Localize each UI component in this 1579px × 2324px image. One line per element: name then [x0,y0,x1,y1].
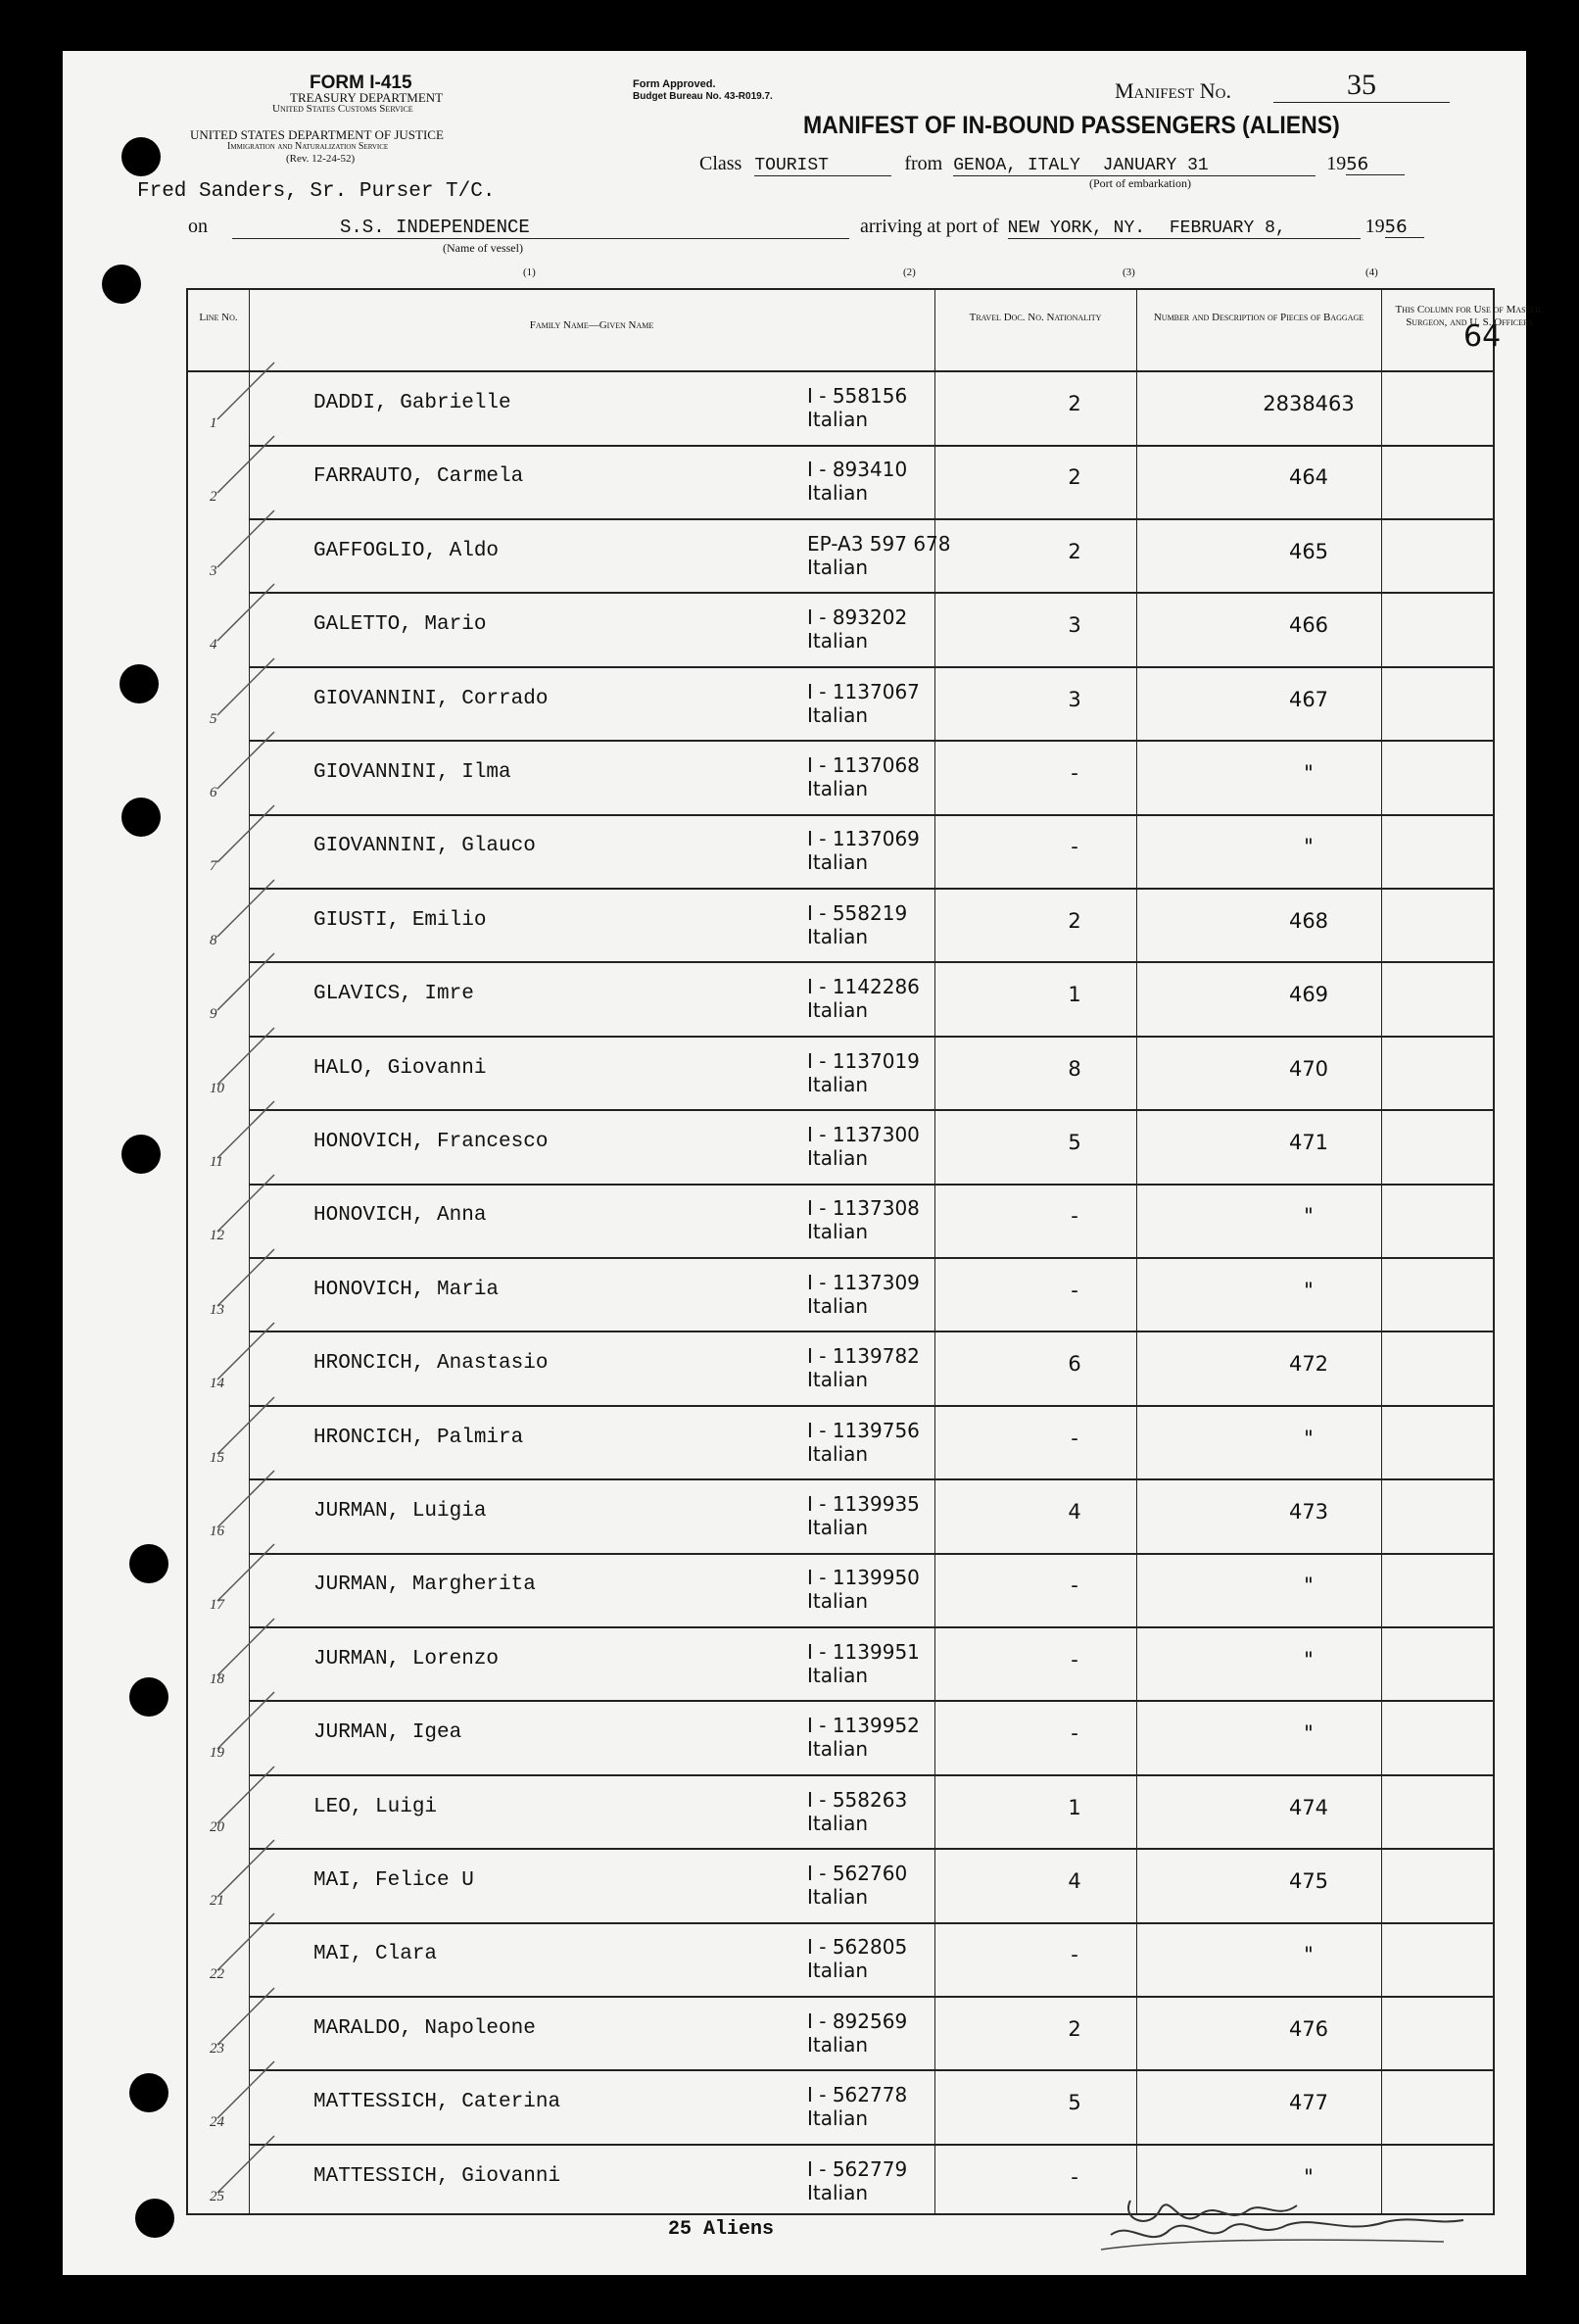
nationality: Italian [807,1441,869,1466]
punch-hole [102,265,141,304]
travel-doc: I - 1137300 Italian [807,1123,920,1170]
line-number: 6 [210,785,217,800]
passenger-name: JURMAN, Luigia [313,1500,487,1523]
travel-doc: I - 562778 Italian [807,2083,908,2131]
passenger-name: HONOVICH, Anna [313,1204,487,1228]
line-number: 17 [210,1597,224,1614]
passenger-name: HRONCICH, Anastasio [313,1352,549,1376]
table-row [188,963,1493,1038]
passenger-name: GIOVANNINI, Glauco [313,835,536,858]
officer-number: " [1304,1204,1314,1229]
passenger-name: HALO, Giovanni [313,1056,487,1080]
table-row [188,1923,1493,1998]
revision-date: (Rev. 12-24-52) [286,153,356,165]
punch-hole [121,798,161,837]
nationality: Italian [807,702,869,727]
baggage-count: 4 [1068,1869,1081,1893]
table-row [188,520,1493,595]
vessel-line: on S.S. INDEPENDENCE arriving at port of NEW YORK, NY. FEBRUARY 8, 1956 [188,216,1424,239]
budget-bureau: Budget Bureau No. 43-R019.7. [633,91,773,102]
check-mark-icon [214,872,282,941]
port-caption: (Port of embarkation) [1089,176,1191,190]
baggage-count: 6 [1068,1352,1081,1377]
travel-doc: I - 1139950 Italian [807,1566,920,1614]
officer-number: 477 [1288,2091,1329,2115]
nationality: Italian [807,2032,869,2057]
officer-number: " [1304,1278,1314,1302]
purser-name: Fred Sanders, Sr. Purser T/C. [137,180,496,203]
travel-doc: I - 1139756 Italian [807,1418,920,1466]
nationality: Italian [807,1589,869,1614]
nationality: Italian [807,629,869,654]
form-approved: Form Approved. [633,78,716,90]
line-number: 23 [210,2040,224,2057]
baggage-count: 2 [1068,908,1081,933]
check-mark-icon [214,945,282,1014]
check-mark-icon [214,1611,282,1679]
officer-number: 470 [1288,1056,1329,1081]
nationality: Italian [807,998,869,1023]
vessel-name: S.S. INDEPENDENCE [232,217,849,239]
officer-number: 473 [1288,1500,1329,1524]
col-line-no-header: Line No. [199,312,238,323]
baggage-count: 2 [1068,539,1081,563]
table-row [188,1554,1493,1628]
check-mark-icon [214,724,282,793]
punch-hole [129,2073,168,2112]
col1-number: (1) [523,266,536,278]
officer-number: 471 [1288,1131,1329,1154]
baggage-count: 2 [1068,392,1081,415]
travel-doc: I - 558219 Italian [807,900,908,948]
table-row [188,1111,1493,1186]
travel-doc: I - 1139951 Italian [807,1639,920,1687]
passenger-name: GLAVICS, Imre [313,983,474,1006]
punch-hole [120,664,159,703]
line-number: 15 [210,1449,224,1466]
line-number: 7 [210,858,217,875]
col3-number: (3) [1123,266,1135,278]
table-row [188,1776,1493,1851]
table-row [188,1259,1493,1333]
baggage-count: 8 [1068,1056,1081,1081]
nationality: Italian [807,1959,869,1983]
ins-service: Immigration and Naturalization Service [227,141,389,152]
check-mark-icon [214,1167,282,1235]
page-number: 64 [1463,319,1502,354]
table-row [188,742,1493,816]
nationality: Italian [807,1663,869,1687]
passenger-name: GIUSTI, Emilio [313,908,487,932]
line-number: 2 [210,489,217,506]
punch-hole [121,137,161,176]
nationality: Italian [807,1368,869,1392]
check-mark-icon [214,1020,282,1089]
table-row [188,1628,1493,1703]
check-mark-icon [214,1759,282,1827]
travel-doc: I - 1139952 Italian [807,1714,920,1762]
baggage-count: 2 [1068,2016,1081,2041]
passenger-name: JURMAN, Lorenzo [313,1647,500,1670]
passenger-name: HONOVICH, Francesco [313,1131,549,1153]
col2-number: (2) [903,266,916,278]
officer-number: 465 [1288,539,1329,563]
officer-number: " [1304,1721,1314,1746]
table-row [188,1850,1493,1924]
check-mark-icon [214,1536,282,1605]
travel-doc: I - 893202 Italian [807,605,908,654]
nationality: Italian [807,1220,869,1244]
travel-doc: I - 1139782 Italian [807,1344,920,1392]
col4-number: (4) [1365,266,1378,278]
travel-doc: I - 1142286 Italian [807,975,920,1023]
nationality: Italian [807,2106,869,2131]
baggage-count: - [1071,1647,1078,1671]
class-line: Class TOURIST from GENOA, ITALY JANUARY 31 1956 [699,153,1405,176]
passenger-name: GALETTO, Mario [313,613,487,637]
embarkation-port: GENOA, ITALY JANUARY 31 [953,156,1316,176]
nationality: Italian [807,2180,869,2204]
passenger-name: JURMAN, Margherita [313,1574,536,1597]
baggage-count: 2 [1068,465,1081,490]
nationality: Italian [807,481,869,506]
check-mark-icon [214,2128,282,2197]
manifest-page [63,51,1544,2275]
baggage-count: - [1071,1721,1078,1746]
nationality: Italian [807,408,869,431]
nationality: Italian [807,1293,869,1318]
line-number: 8 [210,932,217,948]
manifest-title: MANIFEST OF IN-BOUND PASSENGERS (ALIENS) [803,112,1340,139]
travel-doc: I - 1137019 Italian [807,1048,920,1096]
table-row [188,1480,1493,1555]
line-number: 14 [210,1376,224,1392]
class-value: TOURIST [754,156,891,176]
passenger-name: HRONCICH, Palmira [313,1426,524,1449]
vessel-caption: (Name of vessel) [443,241,523,255]
nationality: Italian [807,555,869,579]
table-row [188,594,1493,668]
form-number: FORM I-415 [310,73,412,93]
check-mark-icon [214,1832,282,1901]
justice-dept: UNITED STATES DEPARTMENT OF JUSTICE [190,127,444,142]
passenger-name: MATTESSICH, Caterina [313,2091,561,2114]
line-number: 4 [210,637,217,654]
check-mark-icon [214,651,282,719]
baggage-count: 1 [1068,1795,1081,1819]
col-baggage-header: Number and Description of Pieces of Baggage [1153,312,1364,323]
nationality: Italian [807,1737,869,1762]
table-row [188,890,1493,964]
baggage-count: - [1071,1278,1078,1302]
travel-doc: I - 562805 Italian [807,1935,908,1983]
baggage-count: - [1071,1204,1078,1229]
baggage-count: 1 [1068,983,1081,1007]
line-number: 22 [210,1966,224,1983]
nationality: Italian [807,924,869,948]
passenger-name: GIOVANNINI, Corrado [313,687,549,710]
passenger-name: DADDI, Gabrielle [313,392,511,414]
check-mark-icon [214,2054,282,2122]
col-name-header: Family Name—Given Name [529,319,654,331]
table-row [188,1332,1493,1407]
customs-service: United States Customs Service [272,103,413,115]
check-mark-icon [214,798,282,866]
table-row [188,1407,1493,1481]
embark-year: 56 [1346,154,1405,175]
travel-doc: I - 893410 Italian [807,458,908,506]
travel-doc: I - 892569 Italian [807,2009,908,2057]
punch-hole [129,1544,168,1583]
baggage-count: 5 [1068,2091,1081,2115]
officer-number: 468 [1288,908,1329,933]
check-mark-icon [214,576,282,645]
officer-number: 469 [1288,983,1329,1007]
check-mark-icon [214,355,282,423]
table-row [188,1702,1493,1776]
table-row [188,1998,1493,2072]
inspector-signature [1091,2181,1503,2269]
check-mark-icon [214,1093,282,1162]
line-number: 10 [210,1080,224,1096]
line-number: 16 [210,1524,224,1539]
travel-doc: I - 1139935 Italian [807,1492,920,1539]
baggage-count: - [1071,1426,1078,1450]
officer-number: 472 [1288,1352,1329,1377]
officer-number: " [1304,2164,1314,2189]
table-row [188,668,1493,743]
officer-number: " [1304,1426,1314,1450]
baggage-count: - [1071,1943,1078,1967]
baggage-count: - [1071,2164,1078,2189]
table-row [188,815,1493,890]
nationality: Italian [807,1811,869,1835]
line-number: 24 [210,2114,224,2131]
travel-doc: I - 562779 Italian [807,2156,908,2204]
passenger-name: MAI, Felice U [313,1869,474,1892]
col-officers-header: This Column for Use of Master, Surgeon, and U. S. Officers [1395,304,1544,328]
punch-hole [135,2199,174,2238]
line-number: 9 [210,1006,217,1023]
arrival-year: 56 [1385,217,1424,238]
check-mark-icon [214,1906,282,1974]
line-number: 1 [210,415,217,431]
line-number: 5 [210,710,217,727]
travel-doc: I - 562760 Italian [807,1862,908,1909]
table-row [188,446,1493,520]
total-aliens: 25 Aliens [668,2218,775,2241]
line-number: 21 [210,1893,224,1909]
line-number: 11 [210,1154,223,1170]
officer-number: " [1304,1574,1314,1598]
check-mark-icon [214,428,282,497]
check-mark-icon [214,503,282,571]
baggage-count: - [1071,761,1078,785]
travel-doc: I - 1137068 Italian [807,753,920,800]
travel-doc: I - 1137308 Italian [807,1196,920,1244]
passenger-name: LEO, Luigi [313,1795,438,1818]
passenger-name: JURMAN, Igea [313,1721,462,1745]
line-number: 3 [210,562,217,579]
travel-doc: I - 1137067 Italian [807,679,920,727]
check-mark-icon [214,1315,282,1383]
officer-number: " [1304,761,1314,785]
nationality: Italian [807,777,869,800]
line-number: 19 [210,1745,224,1762]
check-mark-icon [214,1389,282,1458]
check-mark-icon [214,1980,282,2049]
officer-number: " [1304,1647,1314,1671]
travel-doc: EP-A3 597 678 Italian [807,531,951,579]
passenger-name: GAFFOGLIO, Aldo [313,539,500,562]
table-row [188,1038,1493,1112]
nationality: Italian [807,1885,869,1909]
officer-number: 2838463 [1263,392,1355,415]
line-number: 20 [210,1818,224,1835]
travel-doc: I - 558156 Italian [807,384,908,431]
table-row [188,1185,1493,1259]
travel-doc: I - 1137309 Italian [807,1270,920,1318]
passenger-name: MARALDO, Napoleone [313,2016,536,2040]
passenger-table [186,288,1544,2215]
nationality: Italian [807,1516,869,1539]
officer-number: " [1304,1943,1314,1967]
baggage-count: 4 [1068,1500,1081,1524]
treasury-dept: TREASURY DEPARTMENT [290,90,444,105]
check-mark-icon [214,1463,282,1531]
col-doc-header: Travel Doc. No. Nationality [969,312,1102,323]
punch-hole [129,1677,168,1717]
nationality: Italian [807,1146,869,1170]
passenger-name: GIOVANNINI, Ilma [313,761,511,784]
line-number: 18 [210,1670,224,1687]
passenger-name: FARRAUTO, Carmela [313,465,524,489]
officer-number: 464 [1288,465,1329,490]
line-number: 12 [210,1228,224,1244]
table-row [188,2071,1493,2146]
baggage-count: - [1071,1574,1078,1598]
manifest-no-label: Manifest No. [1115,78,1231,103]
officer-number: 467 [1288,687,1329,711]
passenger-name: MATTESSICH, Giovanni [313,2164,561,2188]
arrival-port: NEW YORK, NY. FEBRUARY 8, [1008,218,1361,239]
punch-hole [121,1135,161,1174]
line-number: 13 [210,1301,224,1318]
manifest-no-value: 35 [1273,69,1450,103]
check-mark-icon [214,1684,282,1753]
officer-number: 466 [1288,613,1329,638]
passenger-name: HONOVICH, Maria [313,1278,500,1301]
officer-number: " [1304,835,1314,859]
officer-number: 476 [1288,2016,1329,2041]
travel-doc: I - 1137069 Italian [807,827,920,875]
check-mark-icon [214,1241,282,1310]
baggage-count: 5 [1068,1131,1081,1154]
table-row [188,372,1493,447]
officer-number: 475 [1288,1869,1329,1893]
nationality: Italian [807,1072,869,1096]
line-number: 25 [210,2188,224,2204]
baggage-count: 3 [1068,687,1081,711]
officer-number: 474 [1288,1795,1329,1819]
nationality: Italian [807,850,869,875]
passenger-name: MAI, Clara [313,1943,438,1966]
baggage-count: - [1071,835,1078,859]
travel-doc: I - 558263 Italian [807,1787,908,1835]
baggage-count: 3 [1068,613,1081,638]
